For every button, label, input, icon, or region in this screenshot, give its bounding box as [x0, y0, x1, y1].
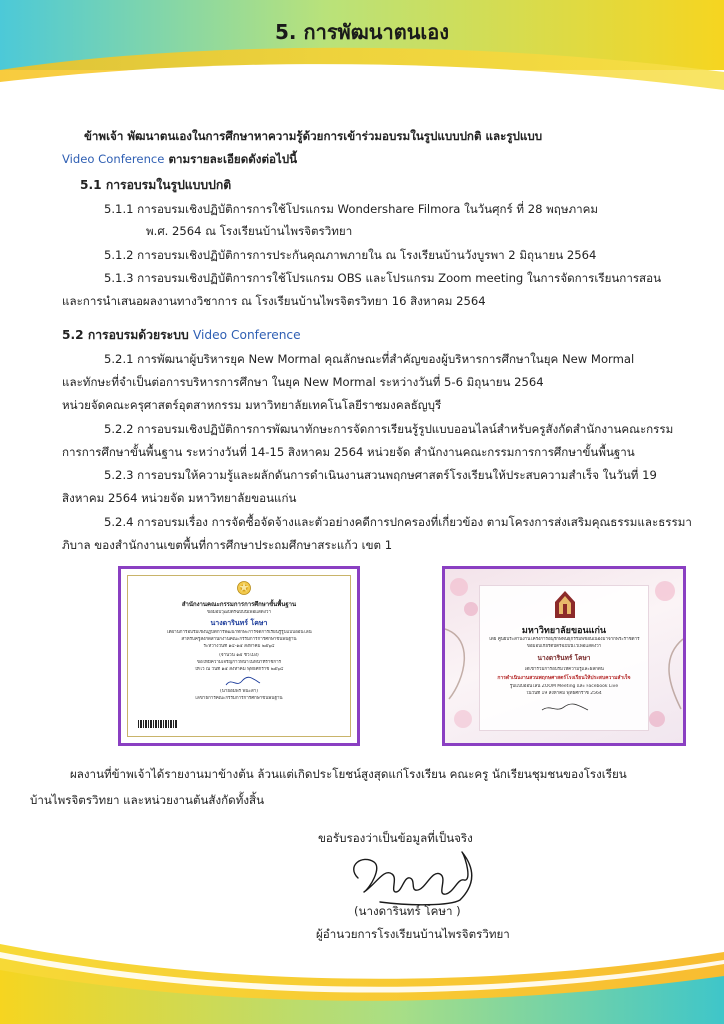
item-5-1-1-cont: พ.ศ. 2564 ณ โรงเรียนบ้านไพรจิตรวิทยา [146, 224, 353, 238]
cert1-signer: (นายอัมพร พินะสา) [220, 689, 258, 694]
cert2-signature-image [540, 702, 590, 714]
intro-line-1: ข้าพเจ้า พัฒนาตนเองในการศึกษาหาความรู้ด้วยการเข้าร่วมอบรมในรูปแบบปกติ และรูปแบบ [84, 129, 543, 143]
cert1-line-a: ขอมอบวุฒิบัตรฉบับนี้เพื่อแสดงว่า [207, 610, 271, 615]
cert1-line-c: สำหรับครูสังกัดสำนักงานคณะกรรมการการศึกษาขั้นพื้นฐาน [181, 637, 297, 642]
item-5-2-2-cont: การการศึกษาขั้นพื้นฐาน ระหว่างวันที่ 14-15 สิงหาคม 2564 หน่วยจัด สำนักงานคณะกรรมการการศึกษาขั้นพื้นฐาน [62, 445, 635, 459]
item-5-1-3: 5.1.3 การอบรมเชิงปฏิบัติการการใช้โปรแกรม OBS และโปรแกรม Zoom meeting ในการจัดการเรียนการสอน [104, 271, 662, 285]
signer-name: (นางดารินทร์ โคษา ) [354, 904, 461, 918]
cert2-name: นางดารินทร์ โคษา [537, 654, 591, 662]
certificate-kku-image [442, 566, 686, 746]
certificate-obec-border [127, 575, 351, 737]
item-5-1-1: 5.1.1 การอบรมเชิงปฏิบัติการการใช้โปรแกรม Wondershare Filmora ในวันศุกร์ ที่ 28 พฤษภาคม [104, 202, 599, 216]
item-5-2-1-cont-2: หน่วยจัดคณะครุศาสตร์อุตสาหกรรม มหาวิทยาลัยเทคโนโลยีราชมงคลธัญบุรี [62, 398, 442, 412]
item-5-1-3-cont: และการนำเสนอผลงานทางวิชาการ ณ โรงเรียนบ้านไพรจิตรวิทยา 16 สิงหาคม 2564 [62, 294, 486, 308]
cert1-org: สำนักงานคณะกรรมการการศึกษาขั้นพื้นฐาน [181, 601, 297, 608]
cert1-line-b: ได้ผ่านการอบรมเชิงปฏิบัติการพัฒนาทักษะการจัดการเรียนรู้รูปแบบออนไลน์ [166, 630, 312, 635]
item-5-2-4-cont: ภิบาล ของสำนักงานเขตพื้นที่การศึกษาประถมศึกษาสระแก้ว เขต 1 [62, 538, 393, 552]
cert1-line-d: ระหว่างวันที่ ๑๔-๑๕ สิงหาคม ๒๕๖๔ [203, 644, 275, 649]
certify-statement: ขอรับรองว่าเป็นข้อมูลที่เป็นจริง [318, 831, 473, 845]
intro-video-conference: Video Conference [62, 152, 165, 166]
intro-line-2-rest: ตามรายละเอียดดังต่อไปนี้ [164, 152, 298, 166]
section-5-2-video-conference: Video Conference [192, 328, 301, 342]
section-5-2-heading-text: 5.2 การอบรมด้วยระบบ [62, 328, 193, 342]
item-5-2-4: 5.2.4 การอบรมเรื่อง การจัดซื้อจัดจ้างและตัวอย่างคดีการปกครองที่เกี่ยวข้อง ตามโครงการส่งเสริมคุณธรรมและธรรมา [104, 515, 692, 529]
kku-emblem-icon [553, 590, 577, 620]
item-5-2-1-cont-1: และทักษะที่จำเป็นต่อการบริหารการศึกษา ในยุค New Mormal ระหว่างวันที่ 5-6 มิถุนายน 2564 [62, 375, 544, 389]
certificate-obec-image [118, 566, 360, 746]
cert2-university: มหาวิทยาลัยขอนแก่น [521, 626, 607, 636]
conclusion-line-2: บ้านไพรจิตรวิทยา และหน่วยงานต้นสังกัดทั้งสิ้น [30, 793, 265, 807]
cert1-line-g: ให้ไว้ ณ วันที่ ๑๕ สิงหาคม พุทธศักราช ๒๕๖๔ [194, 667, 284, 672]
cert1-line-e: (จำนวน ๑๕ ชั่วโมง) [219, 653, 259, 658]
cert2-line-b: ขอมอบเกียรติบัตรฉบับนี้ไว้เพื่อแสดงว่า [526, 644, 602, 649]
cert1-signer-title: เลขาธิการคณะกรรมการการศึกษาขั้นพื้นฐาน [195, 696, 283, 701]
cert2-content-card [479, 585, 649, 731]
signer-title: ผู้อำนวยการโรงเรียนบ้านไพรจิตรวิทยา [316, 927, 510, 941]
section-5-1-heading: 5.1 การอบรมในรูปแบบปกติ [80, 178, 232, 192]
cert2-line-d: รูปแบบออนไลน์ ZOOM Meeting และ Facebook Live [509, 684, 619, 689]
cert2-event: การดำเนินงานสวนพฤกษศาสตร์โรงเรียนให้ประสบความสำเร็จ [497, 675, 631, 681]
item-5-2-1: 5.2.1 การพัฒนาผู้บริหารยุค New Mormal คุณลักษณะที่สำคัญของผู้บริหารการศึกษาในยุค New Mormal [104, 352, 635, 366]
cert1-line-f: ขอให้มีความเจริญก้าวหน้าในหน้าที่ราชการ [196, 660, 282, 665]
cert1-signature-image [224, 676, 262, 688]
intro-line-2 [62, 151, 297, 167]
obec-emblem-icon [237, 580, 251, 596]
item-5-2-3: 5.2.3 การอบรมให้ความรู้และผลักดันการดำเนินงานสวนพฤกษศาสตร์โรงเรียนให้ประสบความสำเร็จ ในวันที่ 19 [104, 468, 657, 482]
handwritten-signature-image [340, 848, 490, 908]
conclusion-line-1: ผลงานที่ข้าพเจ้าได้รายงานมาข้างต้น ล้วนแต่เกิดประโยชน์สูงสุดแก่โรงเรียน คณะครู นักเรียนชุมชนของโรงเรียน [70, 767, 627, 781]
item-5-1-2: 5.1.2 การอบรมเชิงปฏิบัติการการประกันคุณภาพภายใน ณ โรงเรียนบ้านวังบูรพา 2 มิถุนายน 2564 [104, 248, 597, 262]
cert1-name: นางดารินทร์ โคษา [210, 619, 268, 627]
item-5-2-3-cont: สิงหาคม 2564 หน่วยจัด มหาวิทยาลัยขอนแก่น [62, 491, 297, 505]
cert1-barcode [138, 720, 178, 728]
section-5-2-heading [62, 327, 301, 343]
page-title: 5. การพัฒนาตนเอง [275, 20, 449, 44]
item-5-2-2: 5.2.2 การอบรมเชิงปฏิบัติการการพัฒนาทักษะการจัดการเรียนรู้รูปแบบออนไลน์สำหรับครูสังกัดสำนักงานคณะกรรม [104, 422, 674, 436]
cert2-line-c: ได้เข้าร่วมการอบรมให้ความรู้และผลักดัน [524, 667, 604, 672]
cert2-line-a: โดย ศูนย์ประสานงานโครงการอนุรักษ์พันธุกรรมพืชอันเนื่องมาจากพระราชดำริ [488, 637, 640, 642]
cert2-line-e: ในวันที่ 19 สิงหาคม พุทธศักราช 2564 [526, 691, 602, 696]
